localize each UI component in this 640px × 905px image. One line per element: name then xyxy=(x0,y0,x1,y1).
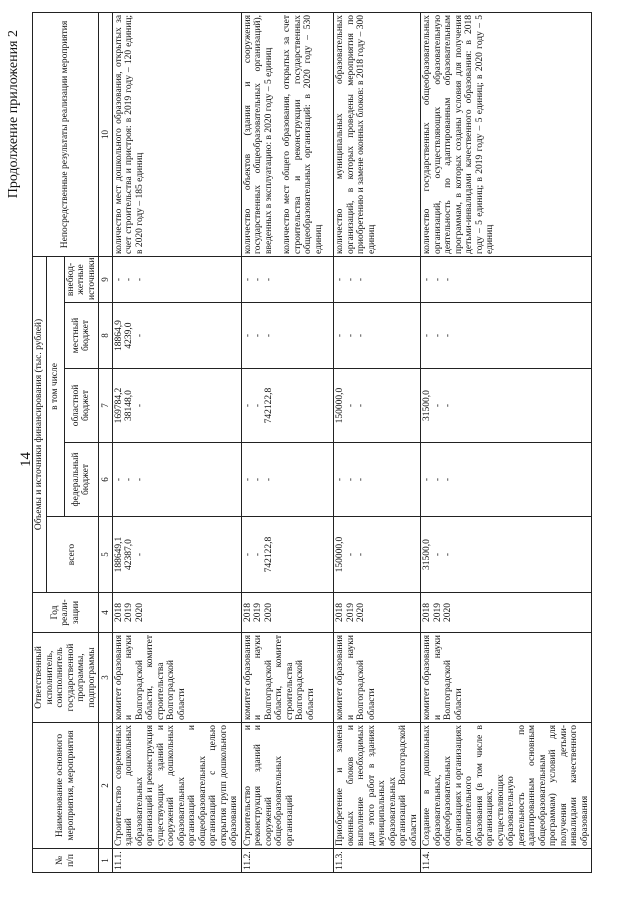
row-local xyxy=(241,303,334,369)
table-row xyxy=(421,12,592,872)
years-value: 2019 xyxy=(432,603,443,622)
row-extrabudget xyxy=(112,256,241,302)
row-regional xyxy=(112,369,241,443)
row-federal xyxy=(421,443,592,517)
row-name: Строительство и реконструкция зданий и сооружений общеобразовательных организаций xyxy=(241,723,334,849)
row-years xyxy=(421,593,592,633)
regional-value: 742122,8 xyxy=(263,387,274,424)
extrabudget-value: - xyxy=(124,277,134,282)
col-number: 2 xyxy=(99,723,113,849)
row-name: Строительство современных зданий дошкольных образовательных организаций и реконструкция существующих зданий и сооружений дошкольных образовательных организаций и общеобразовательных организаций с целью открытия групп дошкольного образования xyxy=(112,723,241,849)
local-value: - xyxy=(242,333,253,338)
table-body xyxy=(112,12,592,872)
federal-value: - xyxy=(113,477,124,482)
result-text: количество мест дошкольного образования, открытых за счет строительства и пристроя: в 2019 году – 120 единиц; в 2020 году – 185 единиц xyxy=(113,14,145,254)
total-value: 42387,0 xyxy=(124,539,134,570)
total-value: - xyxy=(443,552,453,557)
regional-value: - xyxy=(443,403,453,408)
row-local xyxy=(112,303,241,369)
header-year: Год реали-зации xyxy=(33,593,99,633)
total-value: - xyxy=(356,552,366,557)
federal-value: - xyxy=(263,477,274,482)
federal-value: - xyxy=(443,477,453,482)
row-responsible: комитет образования и науки Волгоградской области xyxy=(334,633,421,723)
row-total xyxy=(112,517,241,593)
row-years xyxy=(241,593,334,633)
federal-value: - xyxy=(124,477,134,482)
header-regional: областной бюджет xyxy=(64,369,99,443)
row-responsible: комитет образования и науки Волгоградской области, комитет строительства Волгоградской области xyxy=(112,633,241,723)
total-value: - xyxy=(345,552,356,557)
regional-value: 31500,0 xyxy=(422,390,432,421)
header-local: местный бюджет xyxy=(64,303,99,369)
col-number: 4 xyxy=(99,593,113,633)
result-text: количество муниципальных образовательных организаций, в которых проведены мероприятия по приобретению и замене оконных блоков: в 2018 году – 300 единиц xyxy=(335,14,377,254)
total-value: - xyxy=(134,552,145,557)
years-value: 2020 xyxy=(443,603,453,622)
years-value: 2020 xyxy=(356,603,366,622)
total-value: - xyxy=(432,552,443,557)
row-total xyxy=(421,517,592,593)
row-extrabudget xyxy=(241,256,334,302)
federal-value: - xyxy=(134,477,145,482)
row-federal xyxy=(112,443,241,517)
result-text: количество объектов (здания и сооружения государственных общеобразовательных организаций), введенных в эксплуатацию: в 2020 году – 5 единиц xyxy=(242,14,274,254)
years-value: 2018 xyxy=(242,603,253,622)
local-value: - xyxy=(345,333,356,338)
row-extrabudget xyxy=(334,256,421,302)
extrabudget-value: - xyxy=(113,277,124,282)
program-table xyxy=(32,12,592,873)
local-value: - xyxy=(422,333,432,338)
col-number: 6 xyxy=(99,443,113,517)
regional-value: - xyxy=(253,403,263,408)
extrabudget-value: - xyxy=(443,277,453,282)
row-local xyxy=(421,303,592,369)
total-value: - xyxy=(253,552,263,557)
regional-value: - xyxy=(242,403,253,408)
header-responsible: Ответственный исполнитель, соисполнитель государственной программы, подпрограммы xyxy=(33,633,99,723)
regional-value: - xyxy=(432,403,443,408)
regional-value: - xyxy=(134,403,145,408)
total-value: 31500,0 xyxy=(422,539,432,570)
local-value: - xyxy=(263,333,274,338)
table-row xyxy=(112,12,241,872)
row-extrabudget xyxy=(421,256,592,302)
page-number: 14 xyxy=(18,452,34,467)
federal-value: - xyxy=(432,477,443,482)
row-years xyxy=(334,593,421,633)
local-value: - xyxy=(443,333,453,338)
local-value: - xyxy=(432,333,443,338)
total-value: 742122,8 xyxy=(263,536,274,573)
row-total xyxy=(241,517,334,593)
regional-value: 169784,2 xyxy=(113,387,124,424)
col-number: 1 xyxy=(99,849,113,873)
row-results xyxy=(421,12,592,256)
extrabudget-value: - xyxy=(134,277,145,282)
header-results: Непосредственные результаты реализации мероприятия xyxy=(33,12,99,256)
years-value: 2019 xyxy=(124,603,134,622)
total-value: 150000,0 xyxy=(335,536,345,573)
years-value: 2018 xyxy=(335,603,345,622)
column-numbers-row xyxy=(99,12,113,872)
row-federal xyxy=(241,443,334,517)
row-name: Приобретение и замена оконных блоков и выполнение необходимых для этого работ в зданиях муниципальных образовательных организаций Волгоградской области xyxy=(334,723,421,849)
col-number: 9 xyxy=(99,256,113,302)
header-volumes: Объемы и источники финансирования (тыс. рублей) xyxy=(33,256,47,592)
extrabudget-value: - xyxy=(432,277,443,282)
row-federal xyxy=(334,443,421,517)
row-num: 11.3. xyxy=(334,849,421,873)
row-results xyxy=(334,12,421,256)
col-number: 3 xyxy=(99,633,113,723)
row-num: 11.4. xyxy=(421,849,592,873)
row-responsible: комитет образования и науки Волгоградской области xyxy=(421,633,592,723)
local-value: 4239,0 xyxy=(124,322,134,349)
header-in-that: в том числе xyxy=(46,256,64,516)
extrabudget-value: - xyxy=(253,277,263,282)
years-value: 2020 xyxy=(134,603,145,622)
regional-value: - xyxy=(356,403,366,408)
federal-value: - xyxy=(345,477,356,482)
extrabudget-value: - xyxy=(422,277,432,282)
col-number: 10 xyxy=(99,12,113,256)
col-number: 7 xyxy=(99,369,113,443)
header-name: Наименование основного мероприятия, мероприятия xyxy=(33,723,99,849)
local-value: - xyxy=(253,333,263,338)
header-total: всего xyxy=(46,517,99,593)
row-responsible: комитет образования и науки Волгоградской области, комитет строительства Волгоградской области xyxy=(241,633,334,723)
row-num: 11.2. xyxy=(241,849,334,873)
total-value: - xyxy=(242,552,253,557)
extrabudget-value: - xyxy=(356,277,366,282)
years-value: 2019 xyxy=(253,603,263,622)
years-value: 2018 xyxy=(422,603,432,622)
local-value: - xyxy=(356,333,366,338)
row-years xyxy=(112,593,241,633)
extrabudget-value: - xyxy=(335,277,345,282)
years-value: 2018 xyxy=(113,603,124,622)
row-name: Создание в дошкольных образовательных, общеобразовательных организациях и организациях дополнительного образования (в том числе в организациях, осуществляющих образовательную деятельность по адаптированным основным общеобразовательным программам) условий для получения детьми-инвалидами качественного образования xyxy=(421,723,592,849)
col-number: 5 xyxy=(99,517,113,593)
table-row xyxy=(241,12,334,872)
regional-value: 38148,0 xyxy=(124,390,134,421)
federal-value: - xyxy=(335,477,345,482)
header-federal: федеральный бюджет xyxy=(64,443,99,517)
row-local xyxy=(334,303,421,369)
col-number: 8 xyxy=(99,303,113,369)
extrabudget-value: - xyxy=(263,277,274,282)
row-total xyxy=(334,517,421,593)
row-regional xyxy=(241,369,334,443)
local-value: 18864,9 xyxy=(113,320,124,351)
row-regional xyxy=(334,369,421,443)
row-regional xyxy=(421,369,592,443)
total-value: 188649,1 xyxy=(113,536,124,573)
years-value: 2020 xyxy=(263,603,274,622)
row-num: 11.1. xyxy=(112,849,241,873)
header-extrabudget: внебюд-жетные источники xyxy=(64,256,99,302)
federal-value: - xyxy=(253,477,263,482)
local-value: - xyxy=(134,333,145,338)
local-value: - xyxy=(335,333,345,338)
federal-value: - xyxy=(242,477,253,482)
extrabudget-value: - xyxy=(345,277,356,282)
regional-value: - xyxy=(345,403,356,408)
federal-value: - xyxy=(422,477,432,482)
result-text: количество мест общего образования, открытых за счет строительства и реконструкции государственных общеобразовательных организаций: в 2020 году – 530 единиц xyxy=(282,14,324,254)
row-results xyxy=(112,12,241,256)
result-text: количество государственных общеобразовательных организаций, осуществляющих образовательную деятельность по адаптированным образовательным программам, в которых созданы условия для получения детьми-инвалидами качественного образования: в 2018 году – 5 единиц; в 2019 году – 5 единиц; в 2020 году – 5 единиц xyxy=(422,14,495,254)
years-value: 2019 xyxy=(345,603,356,622)
federal-value: - xyxy=(356,477,366,482)
row-results xyxy=(241,12,334,256)
header-num: № п/п xyxy=(33,849,99,873)
extrabudget-value: - xyxy=(242,277,253,282)
regional-value: 150000,0 xyxy=(335,387,345,424)
table-row xyxy=(334,12,421,872)
continuation-title: Продолжение приложения 2 xyxy=(6,30,21,199)
